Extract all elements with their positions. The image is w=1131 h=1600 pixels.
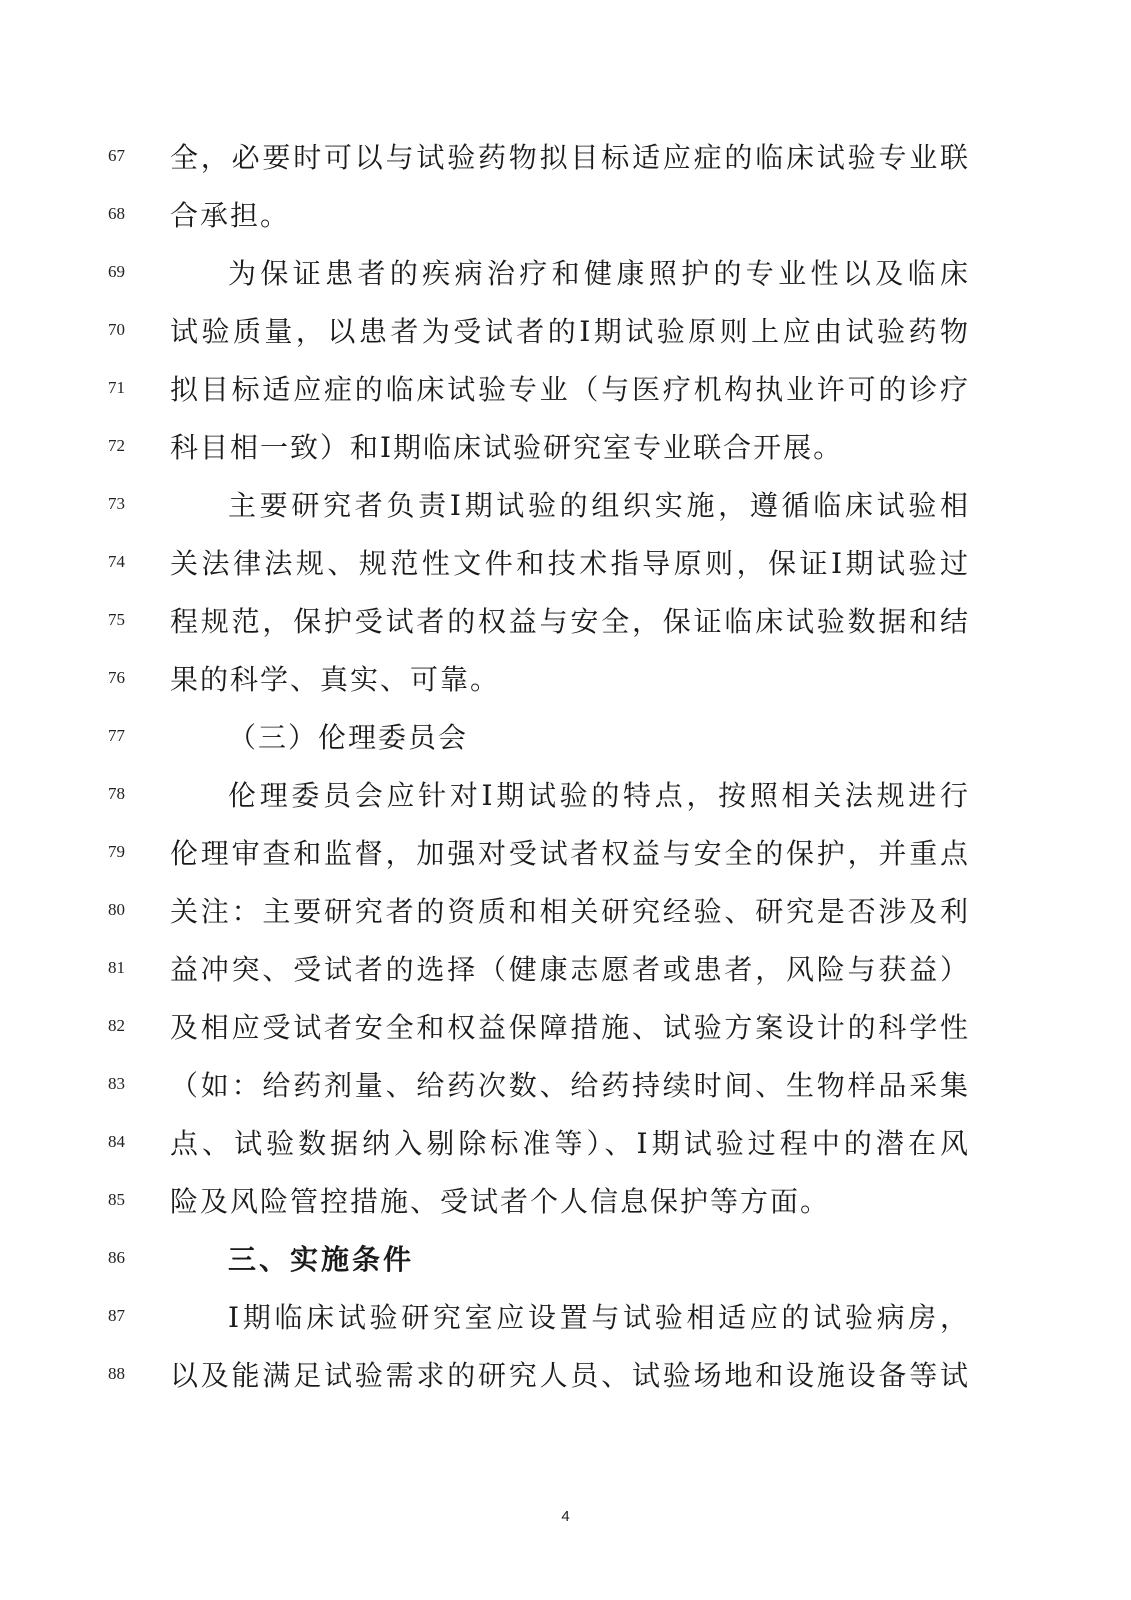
section-heading: 三、实施条件 [228, 1243, 415, 1276]
text-line-88 [0, 1356, 1131, 1396]
text-line-74 [0, 544, 1131, 584]
line-text: 程规范，保护受试者的权益与安全，保证临床试验数据和结 [170, 605, 970, 638]
line-number: 88 [108, 1364, 125, 1383]
line-text: 益冲突、受试者的选择（健康志愿者或患者，风险与获益） [170, 953, 970, 986]
line-number: 78 [108, 784, 125, 803]
line-text: 伦理审查和监督，加强对受试者权益与安全的保护，并重点 [170, 837, 970, 870]
line-number: 79 [108, 842, 125, 861]
text-line-67 [0, 138, 1131, 178]
text-line-78 [0, 776, 1131, 816]
text-line-70 [0, 312, 1131, 352]
line-number: 81 [108, 958, 125, 977]
text-line-69 [0, 254, 1131, 294]
text-line-83 [0, 1066, 1131, 1106]
line-number: 67 [108, 146, 125, 165]
line-text: 试验质量，以患者为受试者的Ⅰ期试验原则上应由试验药物 [170, 315, 970, 348]
line-text: 关注：主要研究者的资质和相关研究经验、研究是否涉及利 [170, 895, 970, 928]
line-text: 险及风险管控措施、受试者个人信息保护等方面。 [170, 1185, 831, 1218]
line-number: 68 [108, 204, 125, 223]
line-text: 全，必要时可以与试验药物拟目标适应症的临床试验专业联 [170, 141, 970, 174]
line-text: 果的科学、真实、可靠。 [170, 663, 501, 696]
page-number: 4 [561, 1508, 570, 1525]
line-text: 主要研究者负责Ⅰ期试验的组织实施，遵循临床试验相 [228, 489, 970, 522]
line-text: 为保证患者的疾病治疗和健康照护的专业性以及临床 [228, 257, 970, 290]
text-line-79 [0, 834, 1131, 874]
text-line-72 [0, 428, 1131, 468]
line-text: （如：给药剂量、给药次数、给药持续时间、生物样品采集 [170, 1069, 970, 1102]
line-number: 74 [108, 552, 125, 571]
line-number: 76 [108, 668, 125, 687]
text-line-84 [0, 1124, 1131, 1164]
text-line-85 [0, 1182, 1131, 1222]
line-number: 73 [108, 494, 125, 513]
line-number: 85 [108, 1190, 125, 1209]
line-number: 87 [108, 1306, 125, 1325]
text-line-71 [0, 370, 1131, 410]
line-number: 75 [108, 610, 125, 629]
line-number: 84 [108, 1132, 125, 1151]
line-number: 83 [108, 1074, 125, 1093]
text-line-73 [0, 486, 1131, 526]
line-text: 科目相一致）和Ⅰ期临床试验研究室专业联合开展。 [170, 431, 844, 464]
line-text: 及相应受试者安全和权益保障措施、试验方案设计的科学性 [170, 1011, 970, 1044]
line-number: 71 [108, 378, 125, 397]
text-line-80 [0, 892, 1131, 932]
line-text: 合承担。 [170, 199, 291, 232]
text-line-81 [0, 950, 1131, 990]
line-number: 86 [108, 1248, 125, 1267]
text-line-86 [0, 1240, 1131, 1280]
line-text: 拟目标适应症的临床试验专业（与医疗机构执业许可的诊疗 [170, 373, 970, 406]
section-subheading: （三）伦理委员会 [228, 721, 469, 754]
text-line-75 [0, 602, 1131, 642]
line-number: 82 [108, 1016, 125, 1035]
text-line-82 [0, 1008, 1131, 1048]
text-line-87 [0, 1298, 1131, 1338]
text-line-68 [0, 196, 1131, 236]
line-number: 70 [108, 320, 125, 339]
line-text: 点、试验数据纳入剔除标准等）、Ⅰ期试验过程中的潜在风 [170, 1127, 970, 1160]
text-line-76 [0, 660, 1131, 700]
line-number: 77 [108, 726, 125, 745]
text-line-77 [0, 718, 1131, 758]
line-number: 69 [108, 262, 125, 281]
line-text: 关法律法规、规范性文件和技术指导原则，保证Ⅰ期试验过 [170, 547, 970, 580]
line-text: 伦理委员会应针对Ⅰ期试验的特点，按照相关法规进行 [228, 779, 970, 812]
line-text: Ⅰ期临床试验研究室应设置与试验相适应的试验病房， [228, 1301, 970, 1334]
line-number: 80 [108, 900, 125, 919]
line-text: 以及能满足试验需求的研究人员、试验场地和设施设备等试 [170, 1359, 970, 1392]
line-number: 72 [108, 436, 125, 455]
